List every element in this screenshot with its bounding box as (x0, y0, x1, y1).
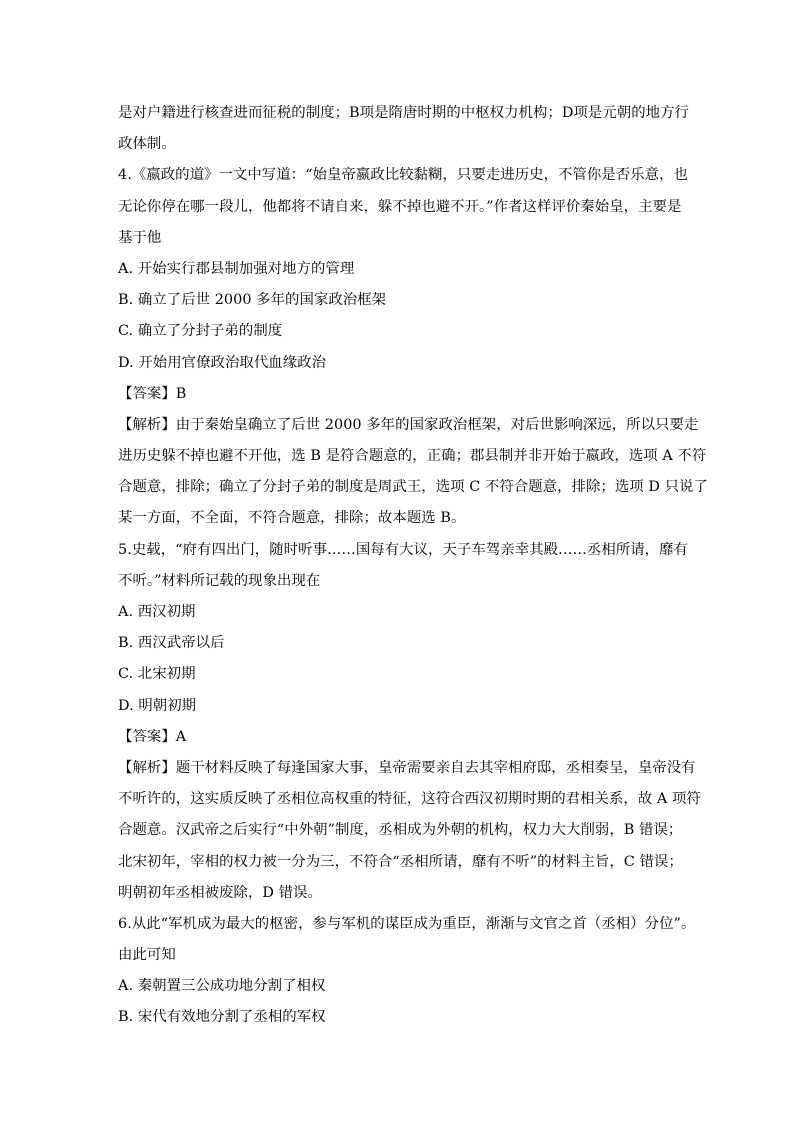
question-4-option-d: D. 开始用官僚政治取代血缘政治 (118, 354, 327, 371)
page-content (118, 98, 708, 1034)
question-5-option-a: A. 西汉初期 (118, 604, 196, 620)
question-5-analysis: 不听许的，这实质反映了丞相位高权重的特征，这符合西汉初期时期的君相关系，故 A 项符 (118, 791, 701, 808)
question-4-option-b: B. 确立了后世 2000 多年的国家政治框架 (118, 292, 387, 309)
question-6-stem: 6.从此“军机成为最大的枢密，参与军机的谋臣成为重臣，渐渐与文官之首（丞相）分位”。 (118, 915, 696, 932)
question-5-analysis: 【解析】题干材料反映了每逢国家大事，皇帝需要亲自去其宰相府邸，丞相奏呈，皇帝没有 (118, 759, 696, 776)
question-4-stem: 无论你停在哪一段儿，他都将不请自来，躲不掉也避不开。”作者这样评价秦始皇，主要是 (118, 198, 682, 215)
question-4-analysis: 某一方面，不全面，不符合题意，排除；故本题选 B。 (118, 510, 466, 527)
question-5-analysis: 合题意。汉武帝之后实行“中外朝”制度，丞相成为外朝的机构，权力大大削弱，B 错误； (118, 822, 683, 839)
question-5-stem: 5.史载，“府有四出门，随时听事……国每有大议，天子车驾亲幸其殿……丞相所请，靡有 (118, 541, 688, 558)
question-4-stem: 4.《嬴政的道》一文中写道：“始皇帝嬴政比较黏糊，只要走进历史，不管你是否乐意，也 (118, 167, 688, 184)
question-4-stem: 基于他 (118, 229, 162, 246)
text-line: 政体制。 (118, 136, 176, 153)
question-5-answer: 【答案】A (118, 728, 187, 745)
question-4-answer: 【答案】B (118, 385, 187, 402)
question-5-analysis: 明朝初年丞相被废除，D 错误。 (118, 884, 322, 901)
question-4-analysis: 进历史躲不掉也避不开他，选 B 是符合题意的，正确；郡县制并非开始于嬴政，选项 A 不符 (118, 448, 707, 465)
question-4-analysis: 【解析】由于秦始皇确立了后世 2000 多年的国家政治框架，对后世影响深远，所以只要走 (118, 416, 699, 433)
question-4-analysis: 合题意，排除；确立了分封子弟的制度是周武王，选项 C 不符合题意，排除；选项 D 只说了 (118, 479, 708, 496)
question-6-stem: 由此可知 (118, 947, 176, 964)
question-6-option-a: A. 秦朝置三公成功地分割了相权 (118, 978, 326, 995)
question-5-option-d: D. 明朝初期 (118, 697, 197, 714)
question-4-option-a: A. 开始实行郡县制加强对地方的管理 (118, 260, 355, 277)
text-line: 是对户籍进行核查进而征税的制度；B项是隋唐时期的中枢权力机构；D项是元朝的地方行 (118, 105, 689, 121)
question-5-stem: 不听。”材料所记载的现象出现在 (118, 572, 321, 589)
question-5-option-b: B. 西汉武帝以后 (118, 635, 225, 652)
question-4-option-c: C. 确立了分封子弟的制度 (118, 323, 283, 340)
question-5-analysis: 北宋初年，宰相的权力被一分为三，不符合“丞相所请，靡有不听”的材料主旨，C 错误； (118, 853, 683, 870)
question-6-option-b: B. 宋代有效地分割了丞相的军权 (118, 1009, 326, 1026)
question-5-option-c: C. 北宋初期 (118, 666, 196, 683)
